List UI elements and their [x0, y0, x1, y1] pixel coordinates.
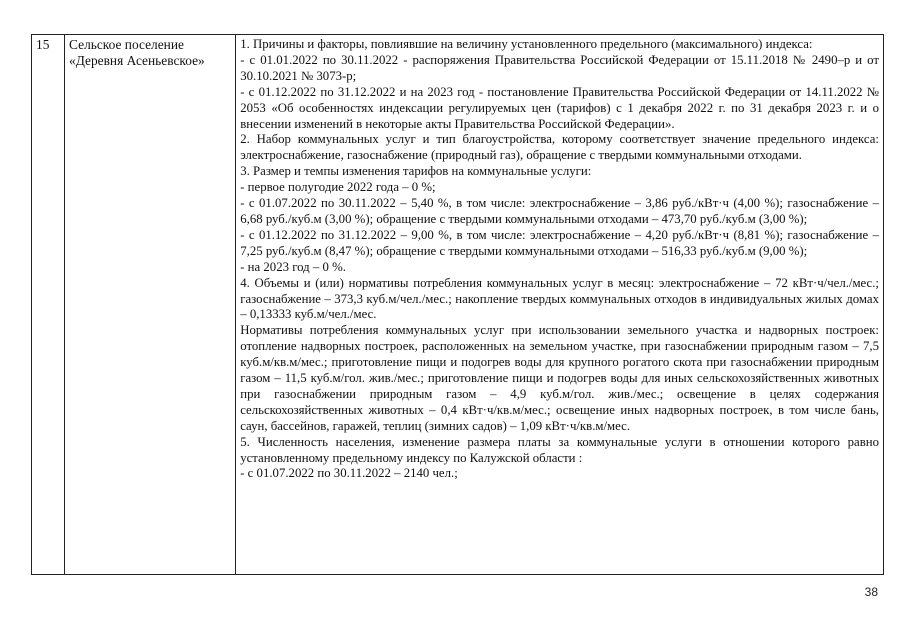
- table-row: [32, 35, 884, 575]
- paragraph-population-jul-nov: - с 01.07.2022 по 30.11.2022 – 2140 чел.;: [240, 466, 458, 481]
- paragraph-volumes: 4. Объемы и (или) нормативы потребления коммунальных услуг в месяц: электроснабжение – 72 кВт·ч/чел./мес.; газоснабжение – 373,3 куб.м/чел./мес.; накопление твердых коммунальных отходов в индивидуальных жилых домах – 0,13333 куб.м/чел./мес.: [240, 275, 879, 322]
- paragraph-population-heading: 5. Численность населения, изменение размера платы за коммунальные услуги в отношении которого равно установленному предельному индексу по Калужской области :: [240, 434, 879, 465]
- paragraph-tariffs-heading: 3. Размер и темпы изменения тарифов на коммунальные услуги:: [240, 164, 592, 179]
- description-cell: [236, 35, 884, 575]
- paragraph-tariffs-dec: - с 01.12.2022 по 31.12.2022 – 9,00 %, в том числе: электроснабжение – 4,20 руб./кВт·ч (8,81 %); газоснабжение – 7,25 руб./куб.м (8,47 %); обращение с твердыми коммунальными отходами – 516,33 руб./куб.м (9,00 %);: [240, 227, 879, 258]
- settlement-name: Сельское поселение «Деревня Асеньевское»: [65, 35, 236, 575]
- paragraph-reasons-2022: - с 01.01.2022 по 30.11.2022 - распоряжения Правительства Российской Федерации от 15.11.2018 № 2490–р и от 30.10.2021 № 3073-р;: [240, 52, 879, 83]
- paragraph-tariffs-jul-nov: - с 01.07.2022 по 30.11.2022 – 5,40 %, в том числе: электроснабжение – 3,86 руб./кВт·ч (4,00 %); газоснабжение – 6,68 руб./куб.м (3,00 %); обращение с твердыми коммунальными отходами – 473,70 руб./куб.м (3,00 %);: [240, 196, 879, 226]
- paragraph-services-set: 2. Набор коммунальных услуг и тип благоустройства, которому соответствует значение предельного индекса: электроснабжение, газоснабжение (природный газ), обращение с твердыми коммунальными отходами.: [240, 132, 879, 163]
- paragraph-reasons-heading: 1. Причины и факторы, повлиявшие на величину установленного предельного (максимального) индекса:: [240, 37, 813, 51]
- row-number: 15: [32, 35, 65, 575]
- paragraph-reasons-2023: - с 01.12.2022 по 31.12.2022 и на 2023 год - постановление Правительства Российской Федерации от 14.11.2022 № 2053 «Об особенностях индексации регулируемых цен (тарифов) с 1 декабря 2022 г. по 31 декабря 2023 г. и о внесении изменений в некоторые акты Правительства Российской Федерации».: [240, 84, 879, 131]
- page-number: 38: [864, 585, 878, 599]
- document-table: [31, 34, 884, 575]
- paragraph-norms-land: Нормативы потребления коммунальных услуг при использовании земельного участка и надворных построек: отопление надворных построек, расположенных на земельном участке, при газоснабжении природным газом – 7,5 куб.м/кв.м/мес.; приготовление пищи и подогрев воды для крупного рогатого скота при газоснабжении природным газом – 11,5 куб.м/гол. жив./мес.; приготовление пищи и подогрев воды для иных сельскохозяйственных животных при газоснабжении природным газом – 4,9 куб.м/гол. жив./мес.; освещение в целях содержания сельскохозяйственных животных – 0,4 кВт·ч/кв.м/мес.; освещение иных надворных построек, в том числе бань, саун, бассейнов, гаражей, теплиц (зимних садов) – 1,09 кВт·ч/кв.м/мес.: [240, 323, 879, 433]
- paragraph-tariffs-2023: - на 2023 год – 0 %.: [240, 259, 346, 274]
- paragraph-tariffs-h1: - первое полугодие 2022 года – 0 %;: [240, 180, 436, 195]
